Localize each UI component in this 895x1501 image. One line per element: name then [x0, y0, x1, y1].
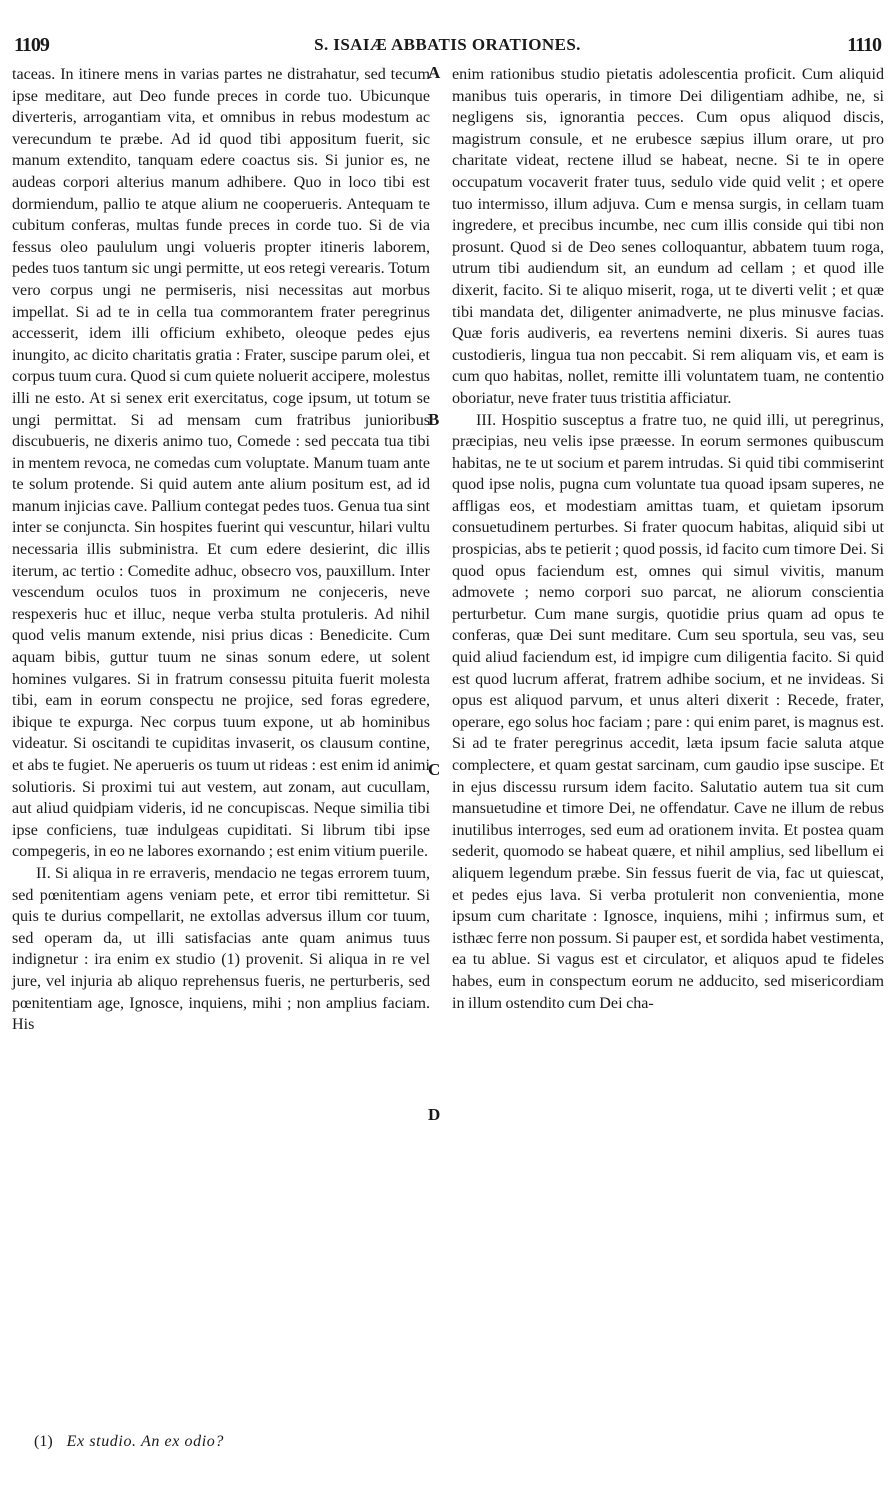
page-number-left: 1109: [14, 34, 49, 56]
page-number-right: 1110: [847, 34, 881, 56]
paragraph: III. Hospitio susceptus a fratre tuo, ne quid illi, ut peregrinus, præcipias, neu velis ipse præesse. In eorum sermones quibuscum habitas, ne te ut socium et parem intrudas. Si quid tibi commiserint quod ipse nolis, pugna cum voluntate tua quoad ipsam superes, ne affligas eos, et modestiam amittas tuam, et quietam ipsorum consuetudinem perturbes. Si frater quocum habitas, aliquid sibi ut prospicias, abs te petierit ; quod possis, id facito cum timore Dei. Si quod opus faciendum est, omnes qui simul vivitis, manum admovete ; nemo corpori suo parcat, ne aliorum conscientia perturbetur. Cum mane surgis, quotidie prius quam ad opus te conferas, quæ Dei sunt meditare. Cum seu sportula, seu vas, seu quid aliud faciendum est, id impigre cum diligentia facito. Si quid est quod lucrum afferat, fratrem adhibe socium, et ne invideas. Si opus est aliquod parvum, et unus alteri dixerit : Recede, frater, operare, ego solus hoc faciam ; pare : qui enim paret, is magnus est. Si ad te frater peregrinus accedit, læta ipsum facie saluta atque complectere, et quam gestat sarcinam, cum gaudio ipse suscipe. Et in ejus discessu rursum idem facito. Salutatio autem tua sit cum mansuetudine et timore Dei, ne offendatur. Cave ne illum de rebus inutilibus interroges, sed eum ad orationem invita. Et postea quam sederit, quomodo se habeat quære, et nihil amplius, sed libellum ei aliquem legendum præbe. Sin fessus fuerit de via, fac ut quiescat, et pedes ejus lava. Si verba protulerit non convenientia, mone ipsum cum charitate : Ignosce, inquiens, mihi ; infirmus sum, et isthæc ferre non possum. Si pauper est, et sordida habet vestimenta, ea tu ablue. Si vagus est et circulator, et aliquos apud te fideles habes, eum in conspectum eorum ne adducito, sed misericordiam in illum ostendito cum Dei cha-: [452, 411, 884, 1012]
margin-letter-b: B: [428, 410, 440, 429]
page-header: [12, 34, 883, 58]
paragraph: enim rationibus studio pietatis adolescentia proficit. Cum aliquid manibus tuis operaris, in timore Dei diligentiam adhibe, ne, si negligens sis, ignorantia pecces. Cum opus aliquod discis, magistrum consule, et ne erubesce sæpius illum orare, ut pro charitate videat, rectene illud se habeat, necne. Si te in opere occupatum vocaverit frater tuus, sedulo vide quid velit ; et opere tuo intermisso, illum adjuva. Cum e mensa surgis, in cellam tuam ingredere, et precibus incumbe, nec cum illis conside qui tibi non prosunt. Quod si de Deo senes colloquantur, abbatem tuum roga, utrum tibi audiendum sit, an eundum ad cellam ; et quod ille dixerit, facito. Si te aliquo miserit, roga, ut te diverti velit ; et quæ tibi mandata det, diligenter animadverte, ne plus minusve facias. Quæ foris audiveris, ea revertens nemini dixeris. Si aures tuas custodieris, lingua tua non peccabit. Si rem aliquam vis, et eam is cum quo habitas, nollet, remitte illi voluntatem tuam, ne contentio oboriatur, neve frater tuus tristitia afficiatur.: [452, 66, 884, 407]
margin-letter-d: D: [428, 1105, 441, 1124]
running-title: S. ISAIÆ ABBATIS ORATIONES.: [314, 35, 581, 54]
paragraph: II. Si aliqua in re erraveris, mendacio ne tegas errorem tuum, sed pœnitentiam agens veniam pete, et error tibi remittetur. Si quis te durius compellarit, ne extollas adversus illum cor tuum, sed operam da, ut illi satisfacias ante quam animus tuus indignetur : ira enim ex studio (1) provenit. Si aliqua in re vel jure, vel injuria ab aliquo reprehensus fueris, ne perturberis, sed pœnitentiam age, Ignosce, inquiens, mihi ; non amplius faciam. His: [12, 864, 430, 1034]
right-column: [452, 64, 884, 1014]
margin-letter-a: A: [428, 63, 441, 82]
left-column: [12, 64, 430, 1036]
footnote: [34, 1433, 224, 1451]
footnote-number: (1): [34, 1433, 53, 1450]
footnote-text: Ex studio. An ex odio?: [66, 1433, 224, 1450]
paragraph: taceas. In itinere mens in varias partes ne distrahatur, sed tecum ipse meditare, aut Deo funde preces in corde tuo. Ubicunque diverteris, arrogantiam vita, et omnibus in rebus modestum ac verecundum te præbe. Ad id quod tibi appositum fuerit, sic manum extendito, tanquam edere coactus sis. Si junior es, ne audeas corpori alterius manum adhibere. Quo in loco tibi est dormiendum, pallio te atque alium ne cooperueris. Antequam te cubitum conferas, multas funde preces in corde tuo. Si de via fessus oleo paululum ungi volueris propter itineris laborem, pedes tuos tantum sic ungi permitte, ut eos retegi verearis. Totum vero corpus ungi ne permiseris, nisi necessitas aut morbus impellat. Si ad te in cella tua commorantem frater peregrinus accesserit, idem illi officium exhibeto, oleoque pedes ejus inungito, ac dicito charitatis gratia : Frater, suscipe parum olei, et corpus tuum cura. Quod si cum quiete noluerit accipere, molestus illi ne esto. At si senex erit exercitatus, coge ipsum, ut totum se ungi permittat. Si ad mensam cum fratribus junioribus discubueris, ne dixeris animo tuo, Comede : sed peccata tua tibi in mentem revoca, ne comedas cum voluptate. Manum tuam ante te solum protende. Si quid autem ante alium positum est, ad id manum injicias cave. Pallium contegat pedes tuos. Genua tua sint inter se conjuncta. Sin hospites fuerint qui vescuntur, hilari vultu necessaria illis subministra. Et cum edere desierint, dic illis iterum, ac tertio : Comedite adhuc, obsecro vos, pauxillum. Inter vescendum oculos tuos in proximum ne conjeceris, neve respexeris huc et illuc, neque verba stulta protuleris. Ad nihil quod velis manum extende, nisi prius dicas : Benedicite. Cum aquam bibis, guttur tuum ne sinas sonum edere, ut solent homines vulgares. Si in fratrum consessu pituita fuerit molesta tibi, eam in eorum conspectu ne projice, sed foras egredere, ibique te expurga. Nec corpus tuum expone, ut ab hominibus videatur. Si oscitandi te cupiditas invaserit, os clausum contine, et abs te fugiet. Ne aperueris os tuum ut rideas : est enim id animi solutioris. Si proximi tui aut vestem, aut zonam, aut cucullam, aut aliud quidpiam videris, id ne concupiscas. Neque similia tibi ipse conficiens, tuæ indulgeas cupiditati. Si librum tibi ipse compegeris, in eo ne labores exornando ; est enim vitium puerile.: [12, 66, 430, 861]
margin-letter-c: C: [428, 760, 441, 779]
